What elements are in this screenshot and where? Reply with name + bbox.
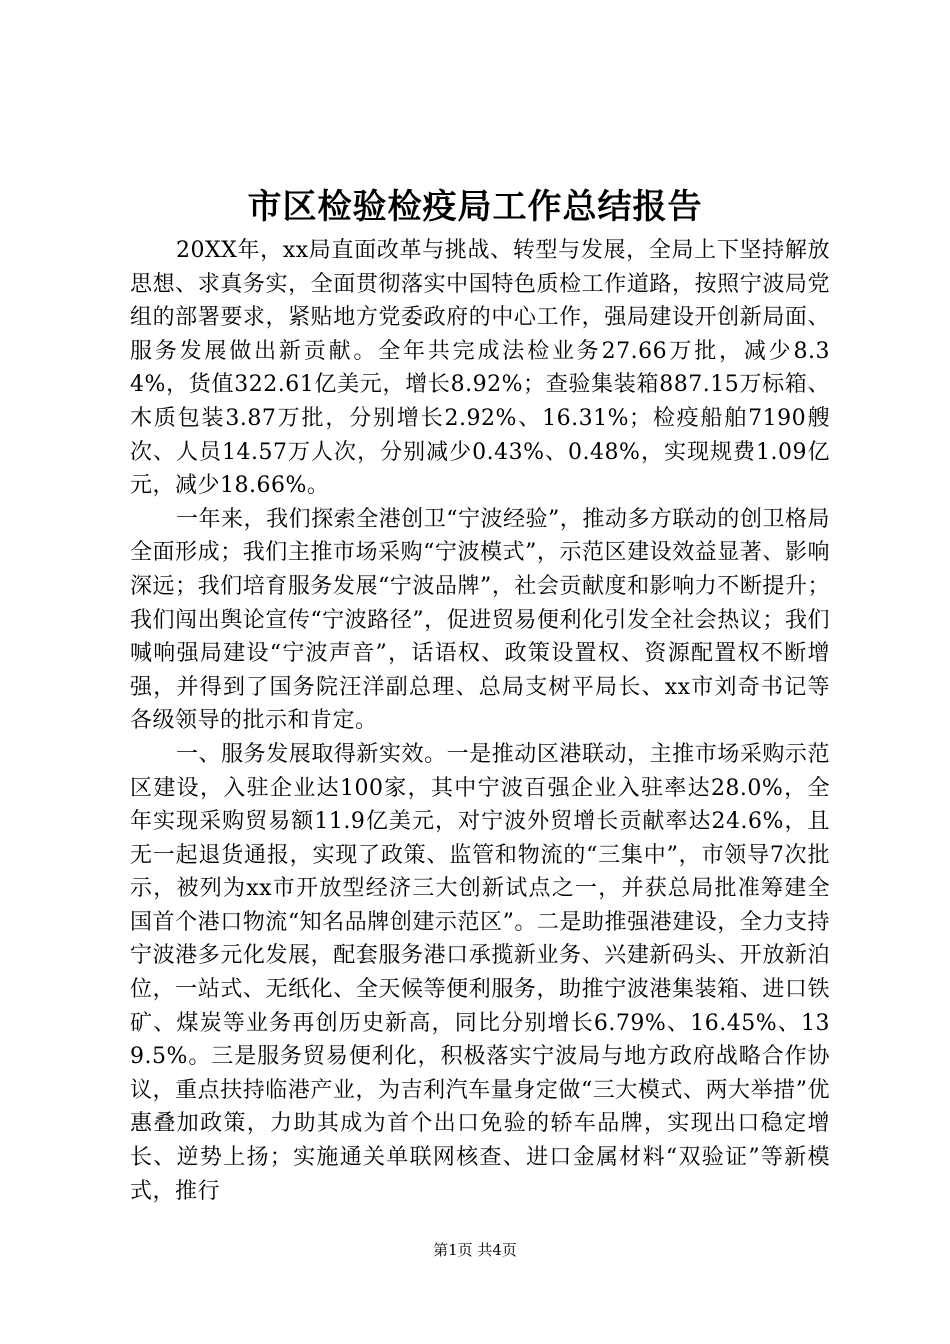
- paragraph-achievements: 一年来，我们探索全港创卫“宁波经验”，推动多方联动的创卫格局全面形成；我们主推市场采购“宁波模式”，示范区建设效益显著、影响深远；我们培育服务发展“宁波品牌”，社会贡献度和影响力不断提升；我们闯出舆论宣传“宁波路径”，促进贸易便利化引发全社会热议；我们喊响强局建设“宁波声音”，话语权、政策设置权、资源配置权不断增强，并得到了国务院汪洋副总理、总局支树平局长、xx市刘奇书记等各级领导的批示和肯定。: [130, 506, 830, 734]
- paragraph-service-development: 一、服务发展取得新实效。一是推动区港联动，主推市场采购示范区建设，入驻企业达100家，其中宁波百强企业入驻率达28.0%，全年实现采购贸易额11.9亿美元，对宁波外贸增长贡献率达24.6%，且无一起退货通报，实现了政策、监管和物流的“三集中”，市领导7次批示，被列为xx市开放型经济三大创新试点之一，并获总局批准筹建全国首个港口物流“知名品牌创建示范区”。二是助推强港建设，全力支持宁波港多元化发展，配套服务港口承揽新业务、兴建新码头、开放新泊位，一站式、无纸化、全天候等便利服务，助推宁波港集装箱、进口铁矿、煤炭等业务再创历史新高，同比分别增长6.79%、16.45%、139.5%。三是服务贸易便利化，积极落实宁波局与地方政府战略合作协议，重点扶持临港产业，为吉利汽车量身定做“三大模式、两大举措”优惠叠加政策，力助其成为首个出口免验的轿车品牌，实现出口稳定增长、逆势上扬；实施通关单联网核查、进口金属材料“双验证”等新模式，推行: [130, 741, 830, 1204]
- page-footer: 第1页 共4页: [433, 1241, 517, 1259]
- document-title: 市区检验检疫局工作总结报告: [247, 187, 703, 227]
- document-body: [130, 234, 830, 1208]
- paragraph-summary: 20XX年，xx局直面改革与挑战、转型与发展，全局上下坚持解放思想、求真务实，全面贯彻落实中国特色质检工作道路，按照宁波局党组的部署要求，紧贴地方党委政府的中心工作，强局建设开创新局面、服务发展做出新贡献。全年共完成法检业务27.66万批，减少8.34%，货值322.61亿美元，增长8.92%；查验集装箱887.15万标箱、木质包装3.87万批，分别增长2.92%、16.31%；检疫船舶7190艘次、人员14.57万人次，分别减少0.43%、0.48%，实现规费1.09亿元，减少18.66%。: [130, 238, 830, 499]
